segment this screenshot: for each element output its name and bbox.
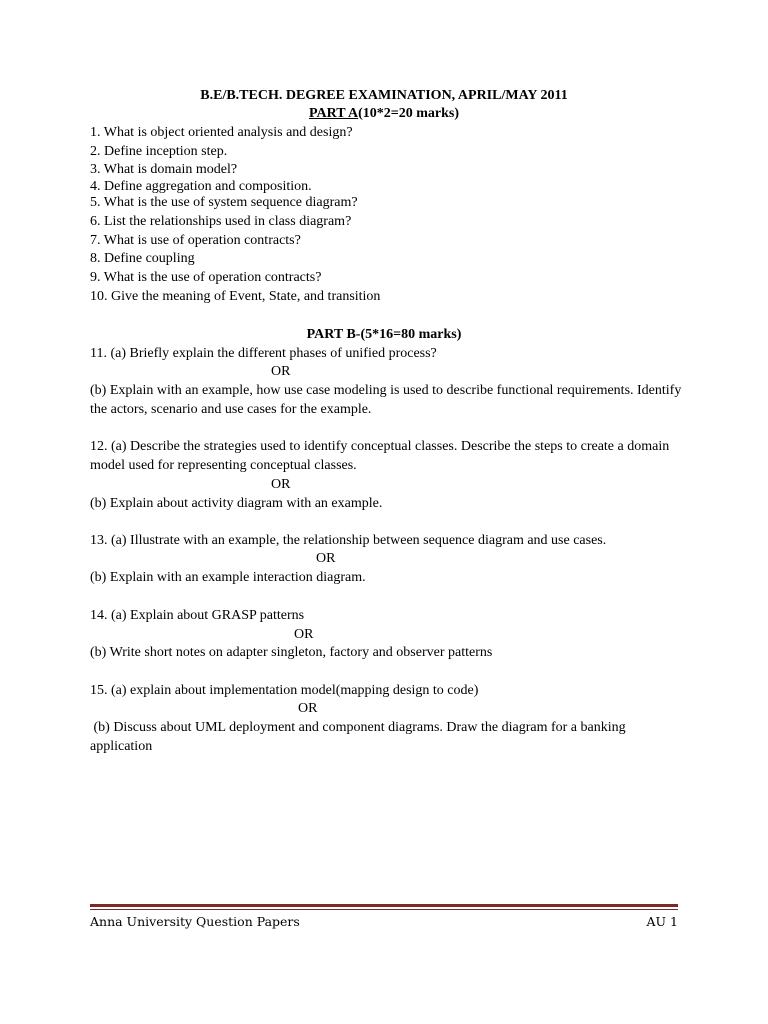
or-divider: OR — [271, 477, 291, 492]
question-12b: (b) Explain about activity diagram with an example. — [90, 496, 383, 511]
question-15b-line2: application — [90, 739, 153, 754]
question-11b-line2: the actors, scenario and use cases for the example. — [90, 402, 372, 417]
question-11a: 11. (a) Briefly explain the different phases of unified process? — [90, 346, 437, 361]
question-14a: 14. (a) Explain about GRASP patterns — [90, 608, 305, 623]
footer-left-text: Anna University Question Papers — [90, 914, 300, 929]
or-divider: OR — [298, 701, 318, 716]
question-4: 4. Define aggregation and composition. — [90, 179, 312, 194]
or-divider: OR — [271, 364, 291, 379]
part-b-heading: PART B-(5*16=80 marks) — [306, 327, 462, 342]
or-divider: OR — [294, 627, 314, 642]
part-a-label: PART A — [308, 106, 359, 121]
question-14b: (b) Write short notes on adapter singleton, factory and observer patterns — [90, 645, 493, 660]
question-12a-line1: 12. (a) Describe the strategies used to identify conceptual classes. Describe the steps to create a domain — [90, 439, 670, 454]
footer-rule-thin — [90, 909, 678, 910]
question-6: 6. List the relationships used in class diagram? — [90, 214, 352, 229]
question-3: 3. What is domain model? — [90, 162, 238, 177]
question-7: 7. What is use of operation contracts? — [90, 233, 301, 248]
question-9: 9. What is the use of operation contracts? — [90, 270, 322, 285]
or-divider: OR — [316, 551, 336, 566]
question-12a-line2: model used for representing conceptual classes. — [90, 458, 357, 473]
question-10: 10. Give the meaning of Event, State, and transition — [90, 289, 381, 304]
question-13b: (b) Explain with an example interaction diagram. — [90, 570, 366, 585]
question-2: 2. Define inception step. — [90, 144, 228, 159]
question-1: 1. What is object oriented analysis and design? — [90, 125, 353, 140]
footer-page-number: AU 1 — [646, 914, 678, 929]
question-5: 5. What is the use of system sequence diagram? — [90, 195, 358, 210]
question-15b-line1: (b) Discuss about UML deployment and component diagrams. Draw the diagram for a banking — [90, 720, 626, 735]
question-13a: 13. (a) Illustrate with an example, the relationship between sequence diagram and use cases. — [90, 533, 607, 548]
exam-title: B.E/B.TECH. DEGREE EXAMINATION, APRIL/MAY 2011 — [200, 88, 568, 103]
part-a-heading — [90, 105, 678, 123]
question-11b-line1: (b) Explain with an example, how use case modeling is used to describe functional requirements. Identify — [90, 383, 682, 398]
question-15a: 15. (a) explain about implementation model(mapping design to code) — [90, 683, 479, 698]
footer-rule-thick — [90, 904, 678, 907]
question-8: 8. Define coupling — [90, 251, 195, 266]
part-a-marks: (10*2=20 marks) — [358, 106, 460, 121]
